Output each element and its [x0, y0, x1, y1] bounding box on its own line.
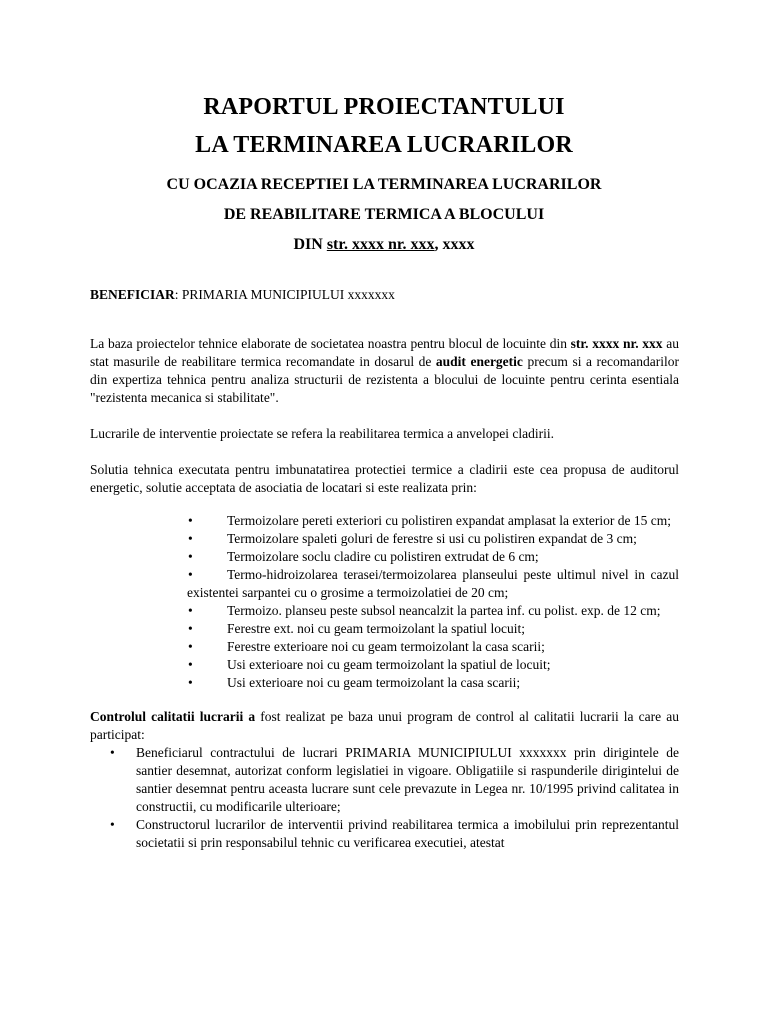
- subtitle-line-2: DE REABILITARE TERMICA A BLOCULUI: [223, 206, 545, 223]
- paragraph-interventions: Lucrarile de interventie proiectate se refera la reabilitarea termica a anvelopei cladirii.: [90, 426, 554, 441]
- list-item-text: Termoizolare spaleti goluri de ferestre si usi cu polistiren expandat de 3 cm;: [227, 531, 637, 546]
- measures-list: [90, 512, 679, 692]
- paragraph-quality-control: [90, 708, 679, 744]
- list-item-text: Termo-hidroizolarea terasei/termoizolarea planseului peste ultimul nivel in cazul existentei sarpantei cu o grosime a termoizolatiei de 20 cm;: [187, 567, 679, 600]
- paragraph-intro-text-3: precum si a recomandarilor din expertiza tehnica pentru analiza structurii de rezistenta a blocului de locuinte pentru cerinta esentiala "rezistenta mecanica si stabilitate".: [90, 354, 679, 405]
- list-item: [187, 674, 679, 692]
- list-item: [187, 548, 679, 566]
- bullet-icon: [187, 620, 227, 638]
- address-prefix: DIN: [293, 236, 327, 253]
- list-item: [110, 816, 679, 852]
- list-item: [187, 656, 679, 674]
- bullet-icon: [187, 638, 227, 656]
- list-item-text: Ferestre ext. noi cu geam termoizolant la spatiul locuit;: [227, 621, 526, 636]
- address-suffix: , xxxx: [434, 236, 475, 253]
- beneficiar-value: PRIMARIA MUNICIPIULUI xxxxxxx: [178, 287, 395, 302]
- list-item: [187, 512, 679, 530]
- bullet-icon: [187, 512, 227, 530]
- bullet-icon: [187, 566, 227, 584]
- title-line-1: RAPORTUL PROIECTANTULUI: [203, 94, 565, 120]
- list-item-text: Beneficiarul contractului de lucrari PRIMARIA MUNICIPIULUI xxxxxxx prin dirigintele de santier desemnat, autorizat conform legislatiei in vigoare. Obligatiile si raspunderile dirigintelui de santier desemnat pentru aceasta lucrare sunt cele prevazute in Legea nr. 10/1995 privind calitatea in constructii, cu modificarile ulterioare;: [136, 745, 679, 814]
- bullet-icon: •: [110, 745, 115, 760]
- bullet-icon: [187, 548, 227, 566]
- document-header: [0, 88, 768, 260]
- paragraph-intro-audit: audit energetic: [435, 354, 523, 369]
- list-item-text: Termoizolare pereti exteriori cu polistiren expandat amplasat la exterior de 15 cm;: [227, 513, 671, 528]
- address-street: str. xxxx nr. xxx: [326, 236, 435, 253]
- paragraph-intro-text-2: au stat masurile de reabilitare termica recomandate in dosarul de: [90, 336, 679, 369]
- address-line: [0, 230, 768, 260]
- subtitle-line-1: CU OCAZIA RECEPTIEI LA TERMINAREA LUCRARILOR: [166, 176, 602, 193]
- participants-list: [90, 744, 679, 852]
- spacer: [90, 443, 679, 461]
- beneficiar-label: BENEFICIAR: [90, 287, 175, 302]
- bullet-icon: [187, 656, 227, 674]
- list-item-text: Constructorul lucrarilor de interventii privind reabilitarea termica a imobilului prin reprezentantul societatii si prin responsabilul tehnic cu verificarea executiei, atestat: [136, 817, 679, 850]
- list-item: [187, 620, 679, 638]
- bullet-icon: [187, 602, 227, 620]
- paragraph-intro-text-1: La baza proiectelor tehnice elaborate de societatea noastra pentru blocul de locuinte din: [90, 336, 571, 351]
- beneficiar-line: [90, 286, 679, 304]
- list-item-text: Termoizolare soclu cladire cu polistiren extrudat de 6 cm;: [227, 549, 539, 564]
- bullet-icon: •: [110, 817, 115, 832]
- list-item: [187, 530, 679, 548]
- bullet-icon: [187, 530, 227, 548]
- list-item: [187, 566, 679, 602]
- title-line-2: LA TERMINAREA LUCRARILOR: [195, 132, 573, 158]
- beneficiar-separator: :: [174, 287, 179, 302]
- paragraph-solution: Solutia tehnica executata pentru imbunatatirea protectiei termice a cladirii este cea propusa de auditorul energetic, solutie acceptata de asociatia de locatari si este realizata prin:: [90, 462, 679, 495]
- list-item-text: Ferestre exterioare noi cu geam termoizolant la casa scarii;: [227, 639, 545, 654]
- quality-control-heading: Controlul calitatii lucrarii a: [90, 709, 256, 724]
- spacer: [90, 304, 679, 335]
- list-item: [110, 744, 679, 816]
- list-item: [187, 638, 679, 656]
- quality-control-text: fost realizat pe baza unui program de control al calitatii lucrarii la care au participat:: [90, 709, 679, 742]
- document-body: [90, 286, 679, 852]
- list-item-text: Usi exterioare noi cu geam termoizolant la spatiul de locuit;: [227, 657, 551, 672]
- spacer: [90, 407, 679, 425]
- list-item-text: Termoizo. planseu peste subsol neancalzit la partea inf. cu polist. exp. de 12 cm;: [227, 603, 661, 618]
- list-item-text: Usi exterioare noi cu geam termoizolant la casa scarii;: [227, 675, 521, 690]
- list-item: [187, 602, 679, 620]
- bullet-icon: [187, 674, 227, 692]
- paragraph-intro-address: str. xxxx nr. xxx: [570, 336, 663, 351]
- paragraph-intro: [90, 335, 679, 407]
